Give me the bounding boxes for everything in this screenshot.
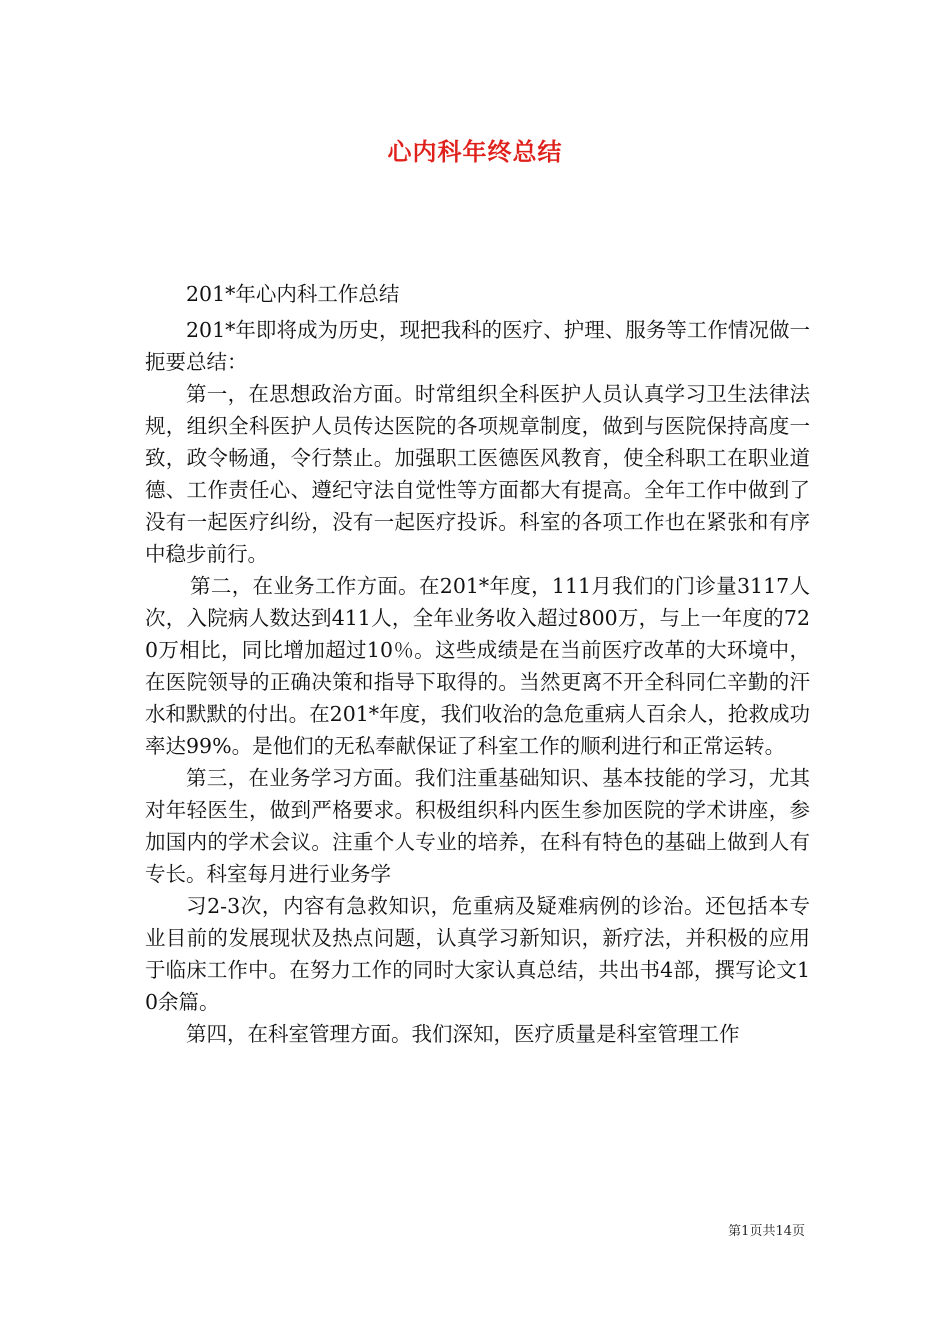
paragraph-political: 第一，在思想政治方面。时常组织全科医护人员认真学习卫生法律法规，组织全科医护人员传达医院的各项规章制度，做到与医院保持高度一致，政令畅通，令行禁止。加强职工医德医风教育，使全科职工在职业道德、工作责任心、遵纪守法自觉性等方面都大有提高。全年工作中做到了没有一起医疗纠纷，没有一起医疗投诉。科室的各项工作也在紧张和有序中稳步前行。 [145,382,810,566]
paragraph-business-study: 第三，在业务学习方面。我们注重基础知识、基本技能的学习，尤其对年轻医生，做到严格要求。积极组织科内医生参加医院的学术讲座，参加国内的学术会议。注重个人专业的培养，在科有特色的基础上做到人有专长。科室每月进行业务学 [145,766,810,886]
page-number: 第1页共14页 [728,1224,805,1239]
paragraph-management: 第四，在科室管理方面。我们深知，医疗质量是科室管理工作 [186,1022,740,1046]
paragraph-business-work: 第二，在业务工作方面。在201*年度，111月我们的门诊量3117人次，入院病人数达到411人，全年业务收入超过800万，与上一年度的720万相比，同比增加超过10％。这些成绩是在当前医疗改革的大环境中，在医院领导的正确决策和指导下取得的。当然更离不开全科同仁辛勤的汗水和默默的付出。在201*年度，我们收治的急危重病人百余人，抢救成功率达99%。是他们的无私奉献保证了科室工作的顺利进行和正常运转。 [145,574,810,758]
paragraph-intro: 201*年即将成为历史，现把我科的医疗、护理、服务等工作情况做一扼要总结： [145,318,810,374]
document-title: 心内科年终总结 [387,137,563,166]
document-body [145,278,810,1050]
paragraph-study-continued: 习2-3次，内容有急救知识，危重病及疑难病例的诊治。还包括本专业目前的发展现状及热点问题，认真学习新知识，新疗法，并积极的应用于临床工作中。在努力工作的同时大家认真总结，共出书4部，撰写论文10余篇。 [145,894,810,1014]
section-heading: 201*年心内科工作总结 [186,282,400,306]
